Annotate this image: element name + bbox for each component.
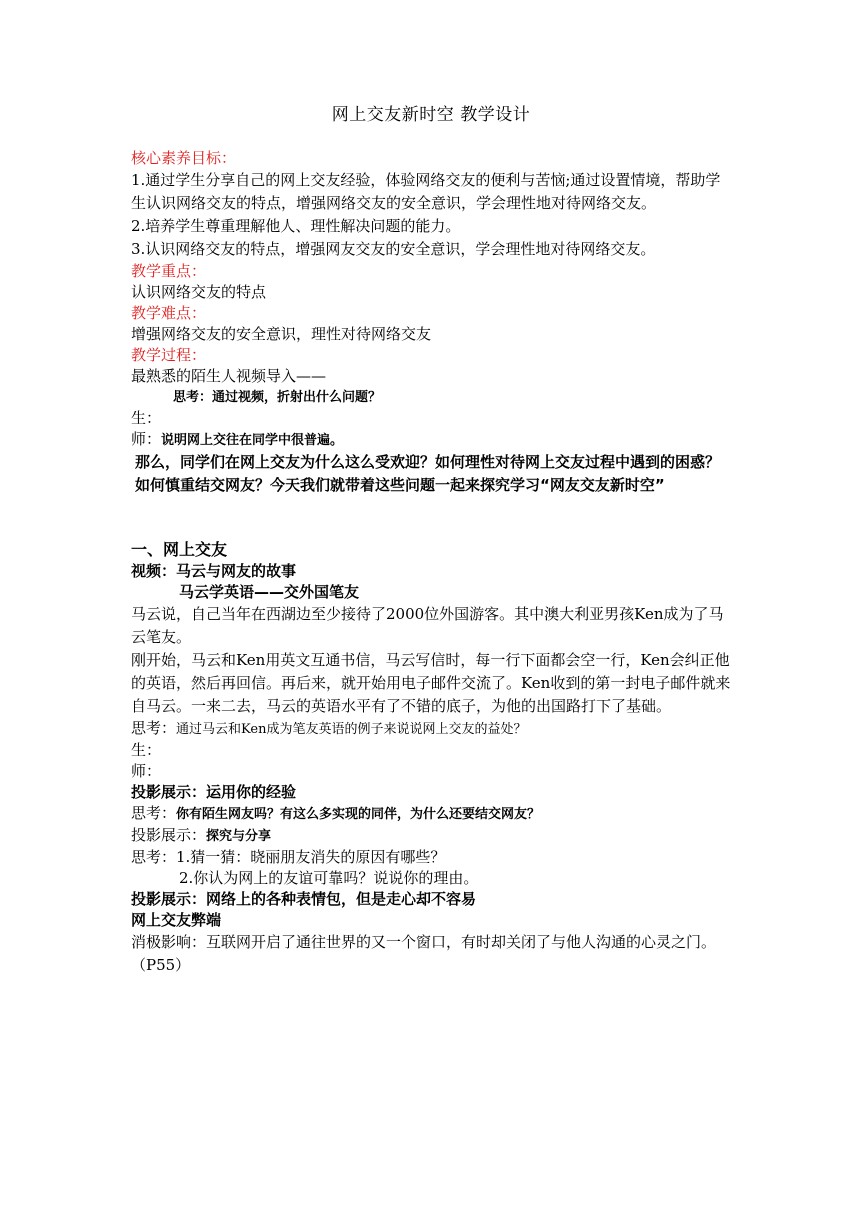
difficulty-heading: 教学难点：	[131, 304, 207, 322]
think-question-4-item-2: 2.你认为网上的友谊可靠吗？说说你的理由。	[179, 869, 479, 887]
focus-text: 认识网络交友的特点	[131, 283, 267, 301]
teacher-line-1	[131, 429, 731, 451]
intro-video-line: 最熟悉的陌生人视频导入——	[131, 367, 327, 385]
projection-2	[131, 825, 731, 847]
story-paragraph-2: 刚开始，马云和Ken用英文互通书信，马云写信时，每一行下面都会空一行，Ken会纠正他的英语，然后再回信。再后来，就开始用电子邮件交流了。Ken收到的第一封电子邮件就来自马云。一来二去，马云的英语水平有了不错的底子，为他的出国路打下了基础。	[131, 651, 731, 715]
think-question-4: 思考：1.猜一猜：晓丽朋友消失的原因有哪些？	[131, 848, 446, 866]
think-question-3	[131, 803, 731, 825]
projection-1: 投影展示：运用你的经验	[131, 783, 297, 801]
section-heading-1: 一、网上交友	[131, 540, 228, 559]
spacer	[131, 497, 731, 539]
goals-heading: 核心素养目标：	[131, 149, 237, 167]
focus-heading: 教学重点：	[131, 262, 207, 280]
goal-3: 3.认识网络交友的特点，增强网友交友的安全意识，学会理性地对待网络交友。	[131, 240, 656, 258]
process-heading: 教学过程：	[131, 346, 207, 364]
projection-3: 投影展示：网络上的各种表情包，但是走心却不容易	[131, 890, 477, 908]
think-text: 通过马云和Ken成为笔友英语的例子来说说网上交友的益处？	[176, 722, 527, 737]
question-paragraph: 那么，同学们在网上交友为什么这么受欢迎？如何理性对待网上交友过程中遇到的困惑？如何慎重结交网友？今天我们就带着这些问题一起来探究学习“网友交友新时空”	[135, 453, 721, 494]
projection-prefix: 投影展示：	[131, 826, 207, 844]
story-subtitle: 马云学英语——交外国笔友	[179, 583, 360, 601]
story-paragraph-1: 马云说，自己当年在西湖边至少接待了2000位外国游客。其中澳大利亚男孩Ken成为了马云笔友。	[131, 605, 724, 646]
document-body	[131, 104, 731, 977]
think-question-1: 思考：通过视频，折射出什么问题？	[173, 390, 382, 405]
projection-text: 探究与分享	[206, 829, 272, 844]
think-question-2	[131, 718, 731, 740]
goal-2: 2.培养学生尊重理解他人、理性解决问题的能力。	[131, 217, 461, 235]
teacher-prefix: 师：	[131, 430, 162, 448]
teacher-text: 说明网上交往在同学中很普遍。	[161, 433, 344, 448]
teacher-line-2: 师：	[131, 762, 162, 780]
video-line: 视频：马云与网友的故事	[131, 562, 297, 580]
goal-1: 1.通过学生分享自己的网上交友经验，体验网络交友的便利与苦恼;通过设置情境，帮助学生认识网络交友的特点，增强网络交友的安全意识，学会理性地对待网络交友。	[131, 171, 721, 212]
student-response-1: 生：	[131, 409, 162, 427]
think-prefix: 思考：	[131, 804, 177, 822]
think-prefix: 思考：	[131, 719, 177, 737]
student-response-2: 生：	[131, 741, 162, 759]
drawbacks-heading: 网上交友弊端	[131, 911, 222, 929]
page-title: 网上交友新时空 教学设计	[331, 105, 531, 125]
think-text: 你有陌生网友吗？有这么多实现的同伴，为什么还要结交网友？	[176, 807, 541, 822]
difficulty-text: 增强网络交友的安全意识，理性对待网络交友	[131, 325, 432, 343]
negative-impact-paragraph: 消极影响：互联网开启了通往世界的又一个窗口，有时却关闭了与他人沟通的心灵之门。 （P55）	[131, 933, 717, 974]
